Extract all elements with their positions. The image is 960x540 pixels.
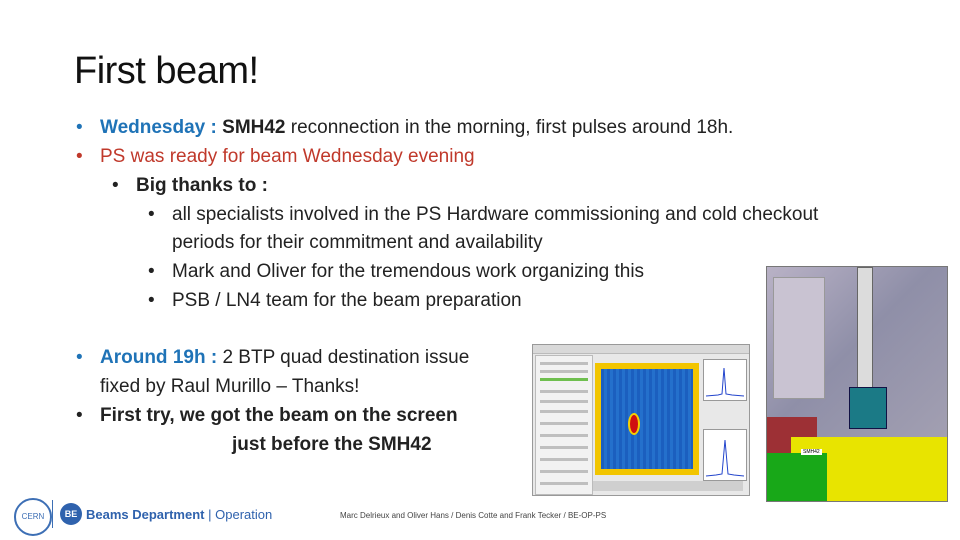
model-screen-device xyxy=(849,387,887,429)
bullet-marker: • xyxy=(76,347,83,368)
app-statusbar xyxy=(593,481,743,491)
bullet-wednesday-text: reconnection in the morning, first pulses around 18h. xyxy=(290,117,734,138)
bullet-marker: • xyxy=(148,261,155,282)
bullet-marker: • xyxy=(76,117,83,138)
bullet-around-19h-text: 2 BTP quad destination issue xyxy=(222,347,470,368)
smh42-model-image xyxy=(766,266,948,502)
bullet-wednesday-bold: SMH42 xyxy=(222,117,286,138)
profile-plot-2 xyxy=(703,429,747,481)
bullet-first-try-line2: just before the SMH42 xyxy=(232,434,432,455)
model-base xyxy=(767,453,827,501)
app-menubar xyxy=(533,345,749,354)
bullet-marker: • xyxy=(148,204,155,225)
bullet-around-19h-lead: Around 19h : xyxy=(100,347,218,368)
bullet-mark-oliver: Mark and Oliver for the tremendous work organizing this xyxy=(172,261,645,282)
bullet-ps-ready: PS was ready for beam Wednesday evening xyxy=(100,146,475,167)
bullet-around-19h xyxy=(100,347,469,369)
department-bold: Beams Department xyxy=(86,507,205,522)
bullet-psb-team: PSB / LN4 team for the beam preparation xyxy=(172,290,522,311)
model-structure xyxy=(773,277,825,399)
bullet-wednesday xyxy=(100,117,733,139)
bullet-marker: • xyxy=(76,405,83,426)
bullet-marker: • xyxy=(112,175,119,196)
bullet-specialists-line1: all specialists involved in the PS Hardware commissioning and cold checkout xyxy=(172,204,819,225)
department-group: Operation xyxy=(215,507,273,522)
bullet-specialists-line2: periods for their commitment and availability xyxy=(172,232,543,253)
screen-image xyxy=(601,369,693,469)
footer-credits: Marc Delrieux and Oliver Hans / Denis Cotte and Frank Tecker / BE-OP-PS xyxy=(340,511,607,520)
bullet-marker: • xyxy=(76,146,83,167)
bullet-big-thanks: Big thanks to : xyxy=(136,175,268,196)
beam-spot xyxy=(630,415,638,433)
model-label: SMH42 xyxy=(803,449,820,455)
cern-logo: CERN xyxy=(14,498,52,536)
bullet-around-19h-line2: fixed by Raul Murillo – Thanks! xyxy=(100,376,360,397)
beam-screen-screenshot xyxy=(532,344,750,496)
bullet-wednesday-lead: Wednesday : xyxy=(100,117,217,138)
app-settings-panel xyxy=(535,355,593,495)
footer-separator xyxy=(52,500,53,528)
bullet-first-try-line1: First try, we got the beam on the screen xyxy=(100,405,458,426)
bullet-marker: • xyxy=(148,290,155,311)
slide-title: First beam! xyxy=(74,50,259,92)
department-separator: | xyxy=(208,507,212,522)
profile-plot xyxy=(703,359,747,401)
be-badge-icon: BE xyxy=(60,503,82,525)
department-name xyxy=(86,507,272,522)
